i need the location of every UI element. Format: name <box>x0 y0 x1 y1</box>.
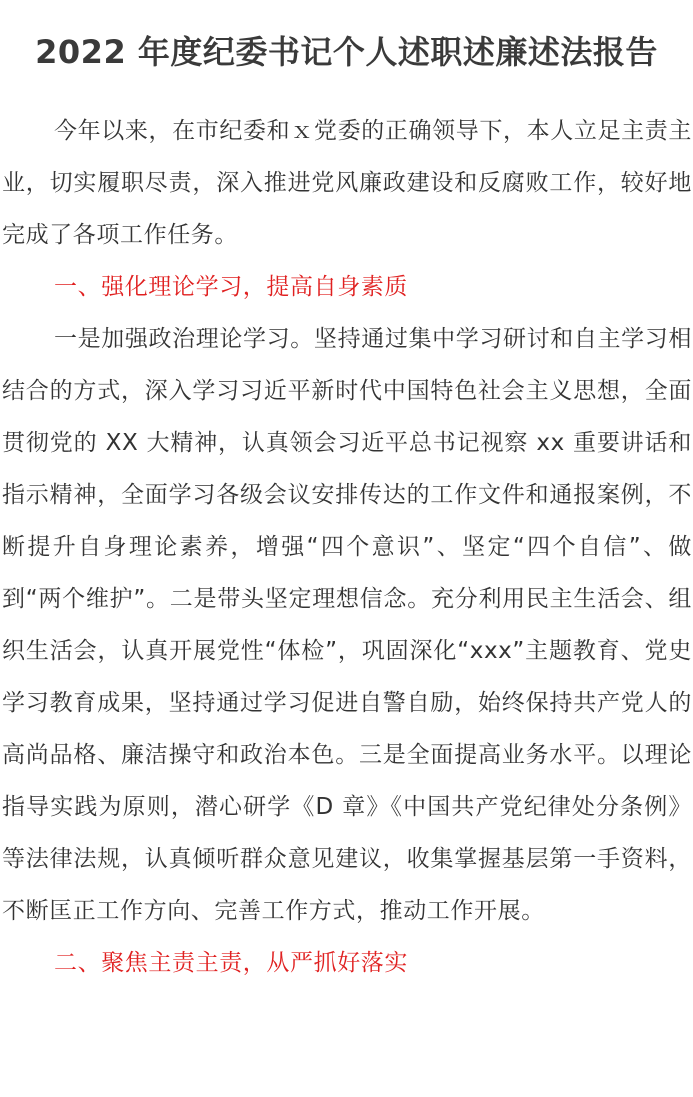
intro-paragraph: 今年以来，在市纪委和ｘ党委的正确领导下，本人立足主责主业，切实履职尽责，深入推进党风廉政建设和反腐败工作，较好地完成了各项工作任务。 <box>2 118 692 248</box>
document-body <box>2 105 692 989</box>
section-1-paragraph: 一是加强政治理论学习。坚持通过集中学习研讨和自主学习相结合的方式，深入学习习近平新时代中国特色社会主义思想，全面贯彻党的 XX 大精神，认真领会习近平总书记视察 xx 重要讲话和指示精神，全面学习各级会议安排传达的工作文件和通报案例，不断提升自身理论素养，增强“四个意识”、坚定“四个自信”、做到“两个维护”。二是带头坚定理想信念。充分利用民主生活会、组织生活会，认真开展党性“体检”，巩固深化“xxx”主题教育、党史学习教育成果，坚持通过学习促进自警自励，始终保持共产党人的高尚品格、廉洁操守和政治本色。三是全面提高业务水平。以理论指导实践为原则，潜心研学《D 章》《中国共产党纪律处分条例》等法律法规，认真倾听群众意见建议，收集掌握基层第一手资料，不断匡正工作方向、完善工作方式，推动工作开展。 <box>2 326 692 924</box>
document-title: 2022 年度纪委书记个人述职述廉述法报告 <box>35 33 658 71</box>
section-heading-1: 一、强化理论学习，提高自身素质 <box>54 274 408 300</box>
section-heading-2: 二、聚焦主责主责，从严抓好落实 <box>54 950 408 976</box>
